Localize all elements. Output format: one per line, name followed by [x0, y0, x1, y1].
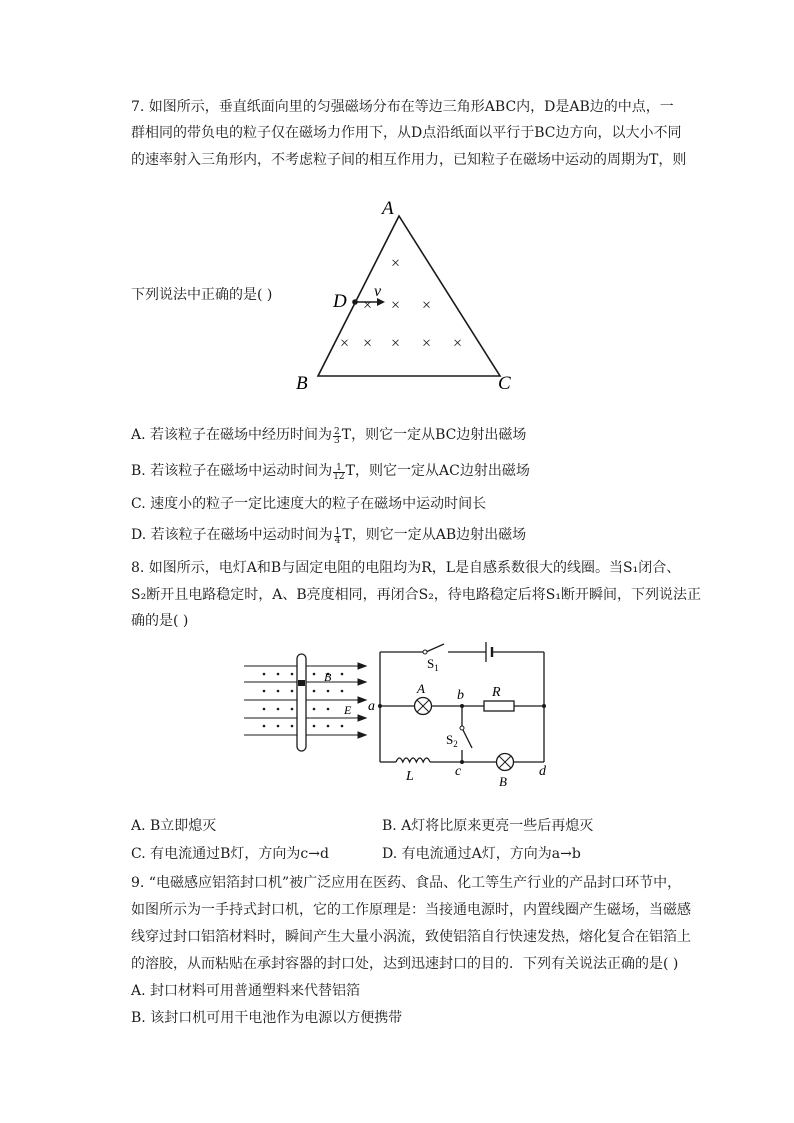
- q9-option-a: A. 封口材料可用普通塑料来代替铝箔: [131, 983, 361, 999]
- label-b: B: [296, 373, 308, 394]
- fraction: $\frac{2}{3}$: [334, 427, 340, 446]
- field-cross: ×: [391, 335, 401, 352]
- inductor-label: L: [406, 769, 414, 784]
- switch-s2-pivot: [460, 726, 464, 730]
- node-d-label: d: [539, 764, 546, 779]
- magnetic-field-crosses: [340, 255, 462, 352]
- resistor-label: R: [492, 685, 501, 700]
- label-d: D: [333, 291, 347, 312]
- lamp-b-label: B: [499, 774, 507, 789]
- q7-stem-line-4: 下列说法中正确的是( ): [131, 287, 273, 303]
- q7-stem-line-2: 群相同的带负电的粒子仅在磁场力作用下，从D点沿纸面以平行于BC边方向，以大小不同: [131, 125, 682, 141]
- label-c: C: [498, 373, 511, 394]
- q7-triangle-figure: [290, 196, 530, 396]
- q8-option-d: D. 有电流通过A灯，方向为a→b: [382, 846, 581, 862]
- q9-stem-line-2: 如图所示为一手持式封口机，它的工作原理是：当接通电源时，内置线圈产生磁场，当磁感: [131, 902, 691, 918]
- q8-stem-line-2: S₂断开且电路稳定时，A、B亮度相同，再闭合S₂，待电路稳定后将S₁断开瞬间，下列说法正: [131, 587, 702, 603]
- q9-stem-line-4: 的溶胶，从而粘贴在承封容器的封口处，达到迅速封口的目的．下列有关说法正确的是( ): [131, 956, 679, 972]
- q7-stem-line-1: 7. 如图所示，垂直纸面向里的匀强磁场分布在等边三角形ABC内，D是AB边的中点，一: [131, 99, 674, 115]
- q8-option-c: C. 有电流通过B灯，方向为c→d: [131, 846, 329, 862]
- resistor-r: [484, 701, 514, 711]
- q7-option-c: C. 速度小的粒子一定比速度大的粒子在磁场中运动时间长: [131, 496, 487, 512]
- switch-s1-pivot: [423, 650, 427, 654]
- field-cross: ×: [391, 297, 401, 314]
- switch-s2-label: $S_2$: [446, 732, 458, 749]
- q8-stem-line-3: 确的是( ): [131, 613, 189, 629]
- q9-option-b: B. 该封口机可用干电池作为电源以方便携带: [131, 1010, 403, 1026]
- fraction: $\frac{1}{12}$: [333, 463, 345, 482]
- fraction: $\frac{1}{4}$: [334, 527, 341, 546]
- field-cross: ×: [422, 297, 432, 314]
- q9-stem-line-1: 9. “电磁感应铝箔封口机”被广泛应用在医药、食品、化工等生产行业的产品封口环节中，: [131, 875, 682, 891]
- field-label-b: B: [324, 670, 332, 684]
- lamp-a-label: A: [417, 681, 425, 696]
- field-cross: ×: [340, 335, 350, 352]
- label-v: v: [374, 283, 382, 300]
- q9-stem-line-3: 线穿过封口铝箔材料时，瞬间产生大量小涡流，致使铝箔自行快速发热，熔化复合在铝箔上: [131, 929, 691, 945]
- conducting-rod: [297, 654, 306, 751]
- q7-option-a: A. 若该粒子在磁场中经历时间为 $\frac{2}{3}$ T，则它一定从BC边射出磁场: [131, 427, 527, 446]
- field-label-e: E: [344, 703, 352, 717]
- q8-option-a: A. B立即熄灭: [131, 818, 217, 834]
- field-cross: ×: [422, 335, 432, 352]
- field-cross: ×: [363, 297, 373, 314]
- node-c-label: c: [455, 764, 462, 779]
- node-b-label: b: [457, 688, 464, 703]
- circuit-wires: [380, 644, 544, 762]
- switch-s1-label: $S_1$: [427, 656, 439, 673]
- q7-option-b: B. 若该粒子在磁场中运动时间为 $\frac{1}{12}$ T，则它一定从AC边射出磁场: [131, 463, 530, 482]
- inductor-l: [396, 758, 430, 762]
- field-cross: ×: [363, 335, 373, 352]
- node-a-label: a: [368, 699, 375, 714]
- field-cross: ×: [453, 335, 463, 352]
- q7-stem-line-3: 的速率射入三角形内，不考虑粒子间的相互作用力，已知粒子在磁场中运动的周期为T，则: [131, 152, 687, 168]
- q8-circuit-figure: [236, 638, 566, 798]
- q8-option-b: B. A灯将比原来更亮一些后再熄灭: [382, 818, 594, 834]
- label-a: A: [382, 198, 394, 219]
- field-cross: ×: [391, 255, 401, 272]
- q7-option-d: D. 若该粒子在磁场中运动时间为 $\frac{1}{4}$ T，则它一定从AB边射出磁场: [131, 527, 527, 546]
- q8-stem-line-1: 8. 如图所示，电灯A和B与固定电阻的电阻均为R，L是自感系数很大的线圈。当S₁闭合、: [131, 560, 681, 576]
